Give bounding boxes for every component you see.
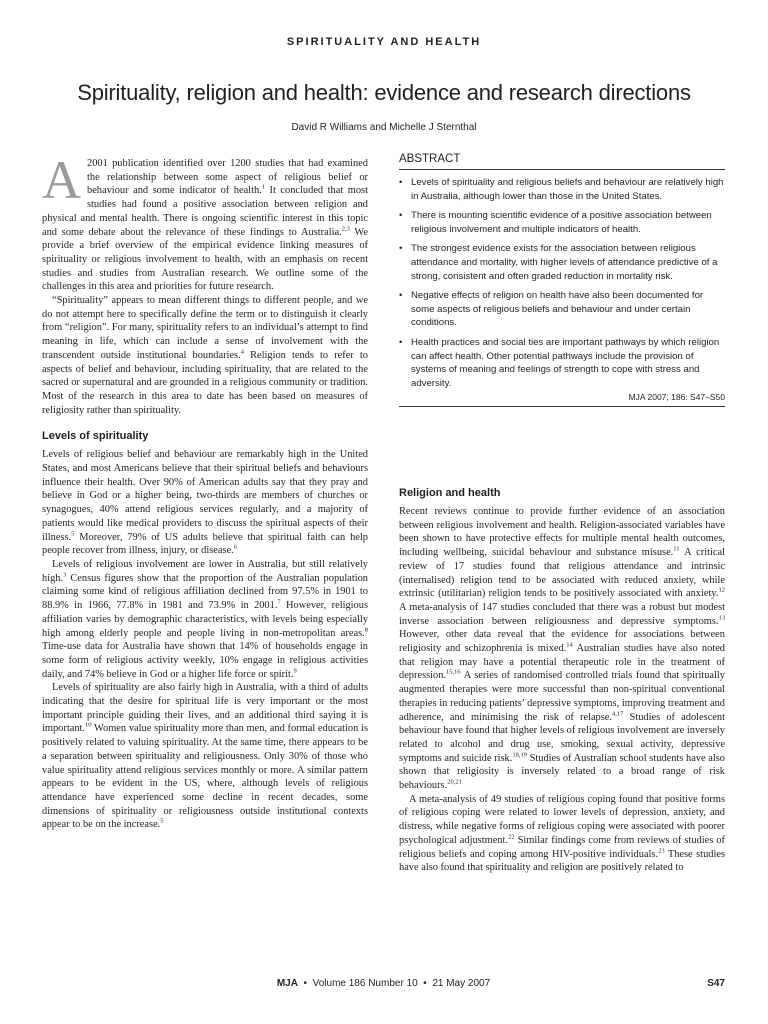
abstract-item: • Levels of spirituality and religious beliefs and behaviour are relatively high in Australia, although lower than those in the United States. (399, 177, 724, 202)
journal-volume: Volume 186 Number 10 (312, 978, 418, 989)
citation-ref: 1 (261, 183, 265, 191)
heading-religion-and-health: Religion and health (399, 487, 501, 499)
citation-ref: 22 (508, 833, 515, 841)
article-authors: David R Williams and Michelle J Sternthal (291, 122, 477, 133)
abstract-list (399, 176, 725, 390)
abstract-item: • Negative effects of religion on health have also been documented for some aspects of religious beliefs and behaviour and under certain conditions. (399, 290, 704, 329)
bullet-icon: • (399, 290, 403, 302)
citation-ref: 20,21 (447, 778, 462, 786)
citation-ref: 8 (364, 626, 368, 634)
abstract-citation: MJA 2007; 186: S47–S50 (399, 392, 725, 407)
page-number: S47 (707, 978, 725, 989)
citation-ref: 15,16 (446, 668, 461, 676)
intro-paragraph-2: “Spirituality” appears to mean different things to different people, and we do not attempt here to specifically define the term or to distinguish it clearly from “religion”. For many, spirituality refers to an individual’s attempt to find meaning in life, which can include a sense of involvement with the transcendent outside institutional boundaries.$^4$ Religion tends to refer to aspects of belief and behaviour, including spirituality, that are related to the sacred or supernatural and are grounded in a religious community or tradition. Most of the research in this area to date has been based on measures of religiosity rather than spirituality. (42, 295, 369, 416)
citation-ref: 5 (71, 530, 75, 538)
citation-ref: 18,19 (512, 751, 527, 759)
section-header: SPIRITUALITY AND HEALTH (286, 36, 482, 48)
citation-ref: 4 (240, 348, 244, 356)
citation-ref: 5 (160, 817, 164, 825)
bullet-icon: • (399, 336, 403, 348)
religion-paragraph-1: Recent reviews continue to provide further evidence of an association between religious involvement and health. Religion-associated variables have been shown to have protective effects for multiple mental health outcomes, including wellbeing, suicidal behaviour and substance misuse.$^{11}$ A critical review of 17 studies found that religious attendance and intrinsic (internalised) religion tend to be associated with reduced anxiety, while extrinsic (utilitarian) religion tends to be positively associated with anxiety.$^{12}$ A meta-analysis of 147 studies concluded that there was a robust but modest inverse association between religiousness and depressive symptoms.$^{13}$ However, other data reveal that the evidence for associations between religiosity and schizophrenia is mixed.$^{14}$ Australian studies have also noted that religion may have a potential therapeutic role in the treatment of depression.$^{15,16}$ A series of randomised controlled trials found that spiritually augmented therapies were more successful than non-spiritual conventional therapies in reducing patients’ depressive symptoms, improving treatment and adherence, and minimising the risk of relapse.$^{4,17}$ Studies of adolescent behaviour have found that higher levels of religious involvement are inversely related to alcohol and drug use, smoking, sexual activity, depressive symptoms and suicide risk.$^{18,19}$ Studies of Australian school students have also shown that religiosity is inversely related to a broad range of risk behaviours.$^{20,21}$ (399, 506, 726, 792)
citation-ref: 12 (718, 586, 725, 594)
intro-paragraph-1: A 2001 publication identified over 1200 studies that had examined the relationship between some aspect of religious belief or behaviour and some indicator of health.$^1$ It concluded that most studies had found a positive association between religion and physical and mental health. There is ongoing scientific interest in this topic and some debate about the relevance of these findings to Australia.$^{2,3}$ We provide a brief overview of the empirical evidence linking measures of spirituality or religious involvement to health, with an emphasis on recent studies and studies from Australian research. We outline some of the challenges in this area and priorities for future research. (42, 150, 369, 293)
drop-cap: A (42, 150, 81, 210)
bullet-icon: • (399, 177, 403, 188)
left-column (42, 150, 369, 832)
citation-ref: 9 (293, 667, 297, 675)
citation-ref: 23 (658, 847, 665, 855)
issue-date: 21 May 2007 (432, 978, 491, 989)
citation-ref: 10 (85, 721, 92, 729)
bullet-icon: • (399, 210, 403, 222)
levels-paragraph-2: Levels of religious involvement are lower in Australia, but still relatively high.$^3$ Census figures show that the proportion of the Australian population claiming some kind of religious affiliation declined from 97.5% in 1901 to 88.9% in 1966, 77.8% in 1981 and 73.9% in 2001.$^7$ However, religious affiliation varies by demographic characteristics, with levels being especially high among elderly people and people living in non-metropolitan areas.$^8$ Time-use data for Australia have shown that 14% of households engage in some form of religious activity weekly, 10% engage in religious activities daily, and 74% believe in God or a higher life force or spirit.$^9$ (42, 558, 368, 680)
citation-ref: 7 (277, 598, 281, 606)
abstract-item: • There is mounting scientific evidence of a positive association between religious involvement and multiple indicators of health. (399, 210, 712, 235)
citation-ref: 2,3 (341, 225, 350, 233)
levels-paragraph-1: Levels of religious belief and behaviour are remarkably high in the United States, and most Americans believe that their spiritual beliefs and behaviours influence their health. Over 90% of American adults say that they pray and believe in God or a higher being, two-thirds are members of churches or synagogues, 40% attend religious services regularly, and a majority of patients would like medical providers to discuss the spiritual aspects of their illness.$^5$ Moreover, 79% of US adults believe that spiritual faith can help people recover from illness, injury, or disease.$^6$ (42, 449, 368, 557)
bullet-icon: • (399, 243, 403, 255)
citation-ref: 6 (233, 543, 238, 551)
article-title: Spirituality, religion and health: evidence and research directions (77, 80, 691, 105)
right-column (399, 486, 725, 875)
heading-levels-of-spirituality: Levels of spirituality (42, 430, 149, 443)
abstract-item: • The strongest evidence exists for the association between religious attendance and mortality, with higher levels of attendance predictive of a strong, consistent and often graded reduction in mortality risk. (399, 243, 718, 282)
citation-ref: 11 (673, 545, 680, 553)
footer-separator: • (423, 978, 427, 989)
citation-ref: 4,17 (612, 710, 624, 718)
citation-ref: 13 (718, 614, 725, 622)
footer-journal-info (42, 978, 725, 989)
citation-ref: 14 (566, 641, 573, 649)
footer-separator: • (303, 978, 308, 989)
religion-paragraph-2: A meta-analysis of 49 studies of religious coping found that positive forms of religious coping were related to lower levels of depression, anxiety, and distress, while negative forms of religious coping were associated with poorer psychological adjustment.$^{22}$ Similar findings come from reviews of studies of religious beliefs and coping among HIV-positive individuals.$^{23}$ These studies have also found that spirituality and religion are positively related to (399, 793, 725, 874)
citation-ref: 3 (63, 571, 67, 579)
abstract-box (399, 153, 725, 407)
journal-name: MJA (276, 978, 298, 989)
abstract-item: • Health practices and social ties are important pathways by which religion can affect health. Other potential pathways include the provision of systems of meaning and feelings of strength to cope with stress and adversity. (399, 336, 720, 389)
abstract-title: ABSTRACT (399, 153, 725, 170)
levels-paragraph-3: Levels of spirituality are also fairly high in Australia, with a third of adults indicating that the desire for spiritual life is very important or the most important principle guiding their lives, and an additional third saying it is important.$^{10}$ Women value spirituality more than men, and formal education is positively related to valuing spirituality. At the same time, there appears to be a separation between spirituality and religiousness. Only 30% of those who value spirituality attend religious services monthly or more. A similar pattern appears to be evident in the US, where, although levels of religious attendance have experienced some decline in recent decades, some dimensions of spirituality or religiousness outside institutional contexts appear to be on the increase.$^5$ (42, 682, 368, 831)
